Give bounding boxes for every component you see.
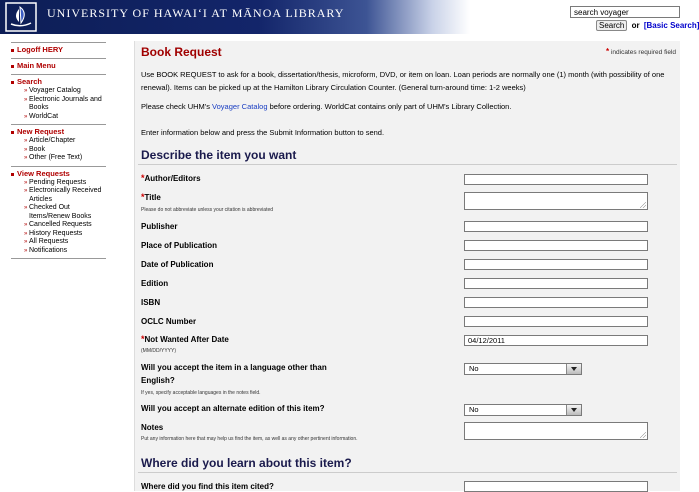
title-label xyxy=(141,192,161,202)
isbn-label: ISBN xyxy=(141,298,161,307)
sidebar-item-notifications[interactable]: » Notifications xyxy=(11,247,106,256)
alt-edition-label: Will you accept an alternate edition of this item? xyxy=(141,404,325,413)
cited-label: Where did you find this item cited? xyxy=(141,482,274,491)
check-suffix: before ordering. WorldCat contains only part of UHM's Library Collection. xyxy=(267,102,512,111)
publisher-field[interactable] xyxy=(464,221,648,232)
not-wanted-field[interactable] xyxy=(464,335,648,346)
instructions-text: Enter information below and press the Submit Information button to send. xyxy=(141,128,385,137)
cited-field[interactable] xyxy=(464,481,648,492)
required-note xyxy=(606,47,676,56)
required-star: * xyxy=(606,47,610,56)
voyager-search-input[interactable] xyxy=(570,6,680,18)
page-title: Book Request xyxy=(141,45,222,59)
sidebar-item-article-chapter[interactable]: » Article/Chapter xyxy=(11,137,106,146)
sidebar-item-main-menu[interactable]: Main Menu xyxy=(11,61,106,71)
language-label-line2: English? xyxy=(141,376,175,385)
required-star: * xyxy=(141,173,145,183)
author-label xyxy=(141,173,201,183)
voyager-catalog-link[interactable]: Voyager Catalog xyxy=(212,102,268,111)
notes-label: Notes xyxy=(141,423,164,432)
title-hint: Please do not abbreviate unless your citation is abbreviated xyxy=(141,207,274,213)
sidebar-item-voyager-catalog[interactable]: » Voyager Catalog xyxy=(11,87,106,96)
date-field[interactable] xyxy=(464,259,648,270)
edition-field[interactable] xyxy=(464,278,648,289)
not-wanted-label-text: Not Wanted After Date xyxy=(144,335,229,344)
language-label-line1: Will you accept the item in a language other than xyxy=(141,363,327,372)
date-label: Date of Publication xyxy=(141,260,214,269)
required-star: * xyxy=(141,192,145,202)
edition-label: Edition xyxy=(141,279,169,288)
required-star: * xyxy=(141,334,145,344)
sidebar-item-electronic-journals[interactable]: » Electronic Journals and Books xyxy=(11,96,106,113)
notes-hint: Put any information here that may help us find the item, as well as any other pertinent information. xyxy=(141,436,358,442)
language-select[interactable] xyxy=(464,363,582,375)
check-text xyxy=(141,100,673,113)
alt-edition-select[interactable] xyxy=(464,404,582,416)
sidebar-item-other[interactable]: » Other (Free Text) xyxy=(11,154,106,163)
library-title: UNIVERSITY OF HAWAI‘I AT MĀNOA LIBRARY xyxy=(47,6,345,20)
language-hint: If yes, specify acceptable languages in the notes field. xyxy=(141,390,261,396)
language-select-value: No xyxy=(469,364,479,373)
sidebar-divider xyxy=(11,258,106,259)
isbn-field[interactable] xyxy=(464,297,648,308)
section-divider xyxy=(138,472,677,473)
author-label-text: Author/Editors xyxy=(144,174,201,183)
notes-field[interactable] xyxy=(464,422,648,440)
sidebar-item-all-requests[interactable]: » All Requests xyxy=(11,238,106,247)
oclc-label: OCLC Number xyxy=(141,317,197,326)
sidebar-item-logoff[interactable]: Logoff HERY xyxy=(11,45,106,55)
oclc-field[interactable] xyxy=(464,316,648,327)
sidebar-item-history[interactable]: » History Requests xyxy=(11,230,106,239)
section-source-heading: Where did you learn about this item? xyxy=(141,456,352,470)
not-wanted-label xyxy=(141,334,229,344)
alt-edition-select-value: No xyxy=(469,405,479,414)
sidebar-item-worldcat[interactable]: » WorldCat xyxy=(11,113,106,122)
search-row xyxy=(596,20,699,31)
main-content xyxy=(134,41,680,491)
sidebar-item-book[interactable]: » Book xyxy=(11,146,106,155)
title-field[interactable] xyxy=(464,192,648,210)
or-text: or xyxy=(631,21,640,30)
basic-search-link[interactable]: [Basic Search] xyxy=(643,21,699,30)
sidebar-item-cancelled[interactable]: » Cancelled Requests xyxy=(11,221,106,230)
chevron-down-icon[interactable] xyxy=(566,405,581,415)
place-label: Place of Publication xyxy=(141,241,218,250)
check-prefix: Please check UHM's xyxy=(141,102,213,111)
not-wanted-hint: (MM/DD/YYYY) xyxy=(141,348,176,354)
sidebar-item-electronically-received[interactable]: » Electronically Received Articles xyxy=(11,187,106,204)
required-note-text: indicates required field xyxy=(610,49,676,56)
author-field[interactable] xyxy=(464,174,648,185)
section-describe-heading: Describe the item you want xyxy=(141,148,297,162)
title-label-text: Title xyxy=(144,193,161,202)
search-button[interactable]: Search xyxy=(596,20,627,31)
publisher-label: Publisher xyxy=(141,222,178,231)
resize-grip-icon[interactable] xyxy=(640,432,646,438)
resize-grip-icon[interactable] xyxy=(640,202,646,208)
sidebar-item-pending[interactable]: » Pending Requests xyxy=(11,179,106,188)
sidebar-item-new-request[interactable]: New Request xyxy=(11,127,106,137)
place-field[interactable] xyxy=(464,240,648,251)
chevron-down-icon[interactable] xyxy=(566,364,581,374)
canoe-sail-logo-icon[interactable] xyxy=(6,3,36,31)
sidebar-item-checked-out[interactable]: » Checked Out Items/Renew Books xyxy=(11,204,106,221)
intro-text: Use BOOK REQUEST to ask for a book, dissertation/thesis, microform, DVD, or item on loan. Loan periods are normally one (1) month (with possibility of one renewal). Items can be picked up at the Hamilton Library Circulation Counter. (General turn-around time: 1-2 weeks) xyxy=(141,70,665,92)
sidebar-item-view-requests[interactable]: View Requests xyxy=(11,169,106,179)
sidebar xyxy=(11,42,106,259)
sidebar-item-search[interactable]: Search xyxy=(11,77,106,87)
section-divider xyxy=(138,164,677,165)
